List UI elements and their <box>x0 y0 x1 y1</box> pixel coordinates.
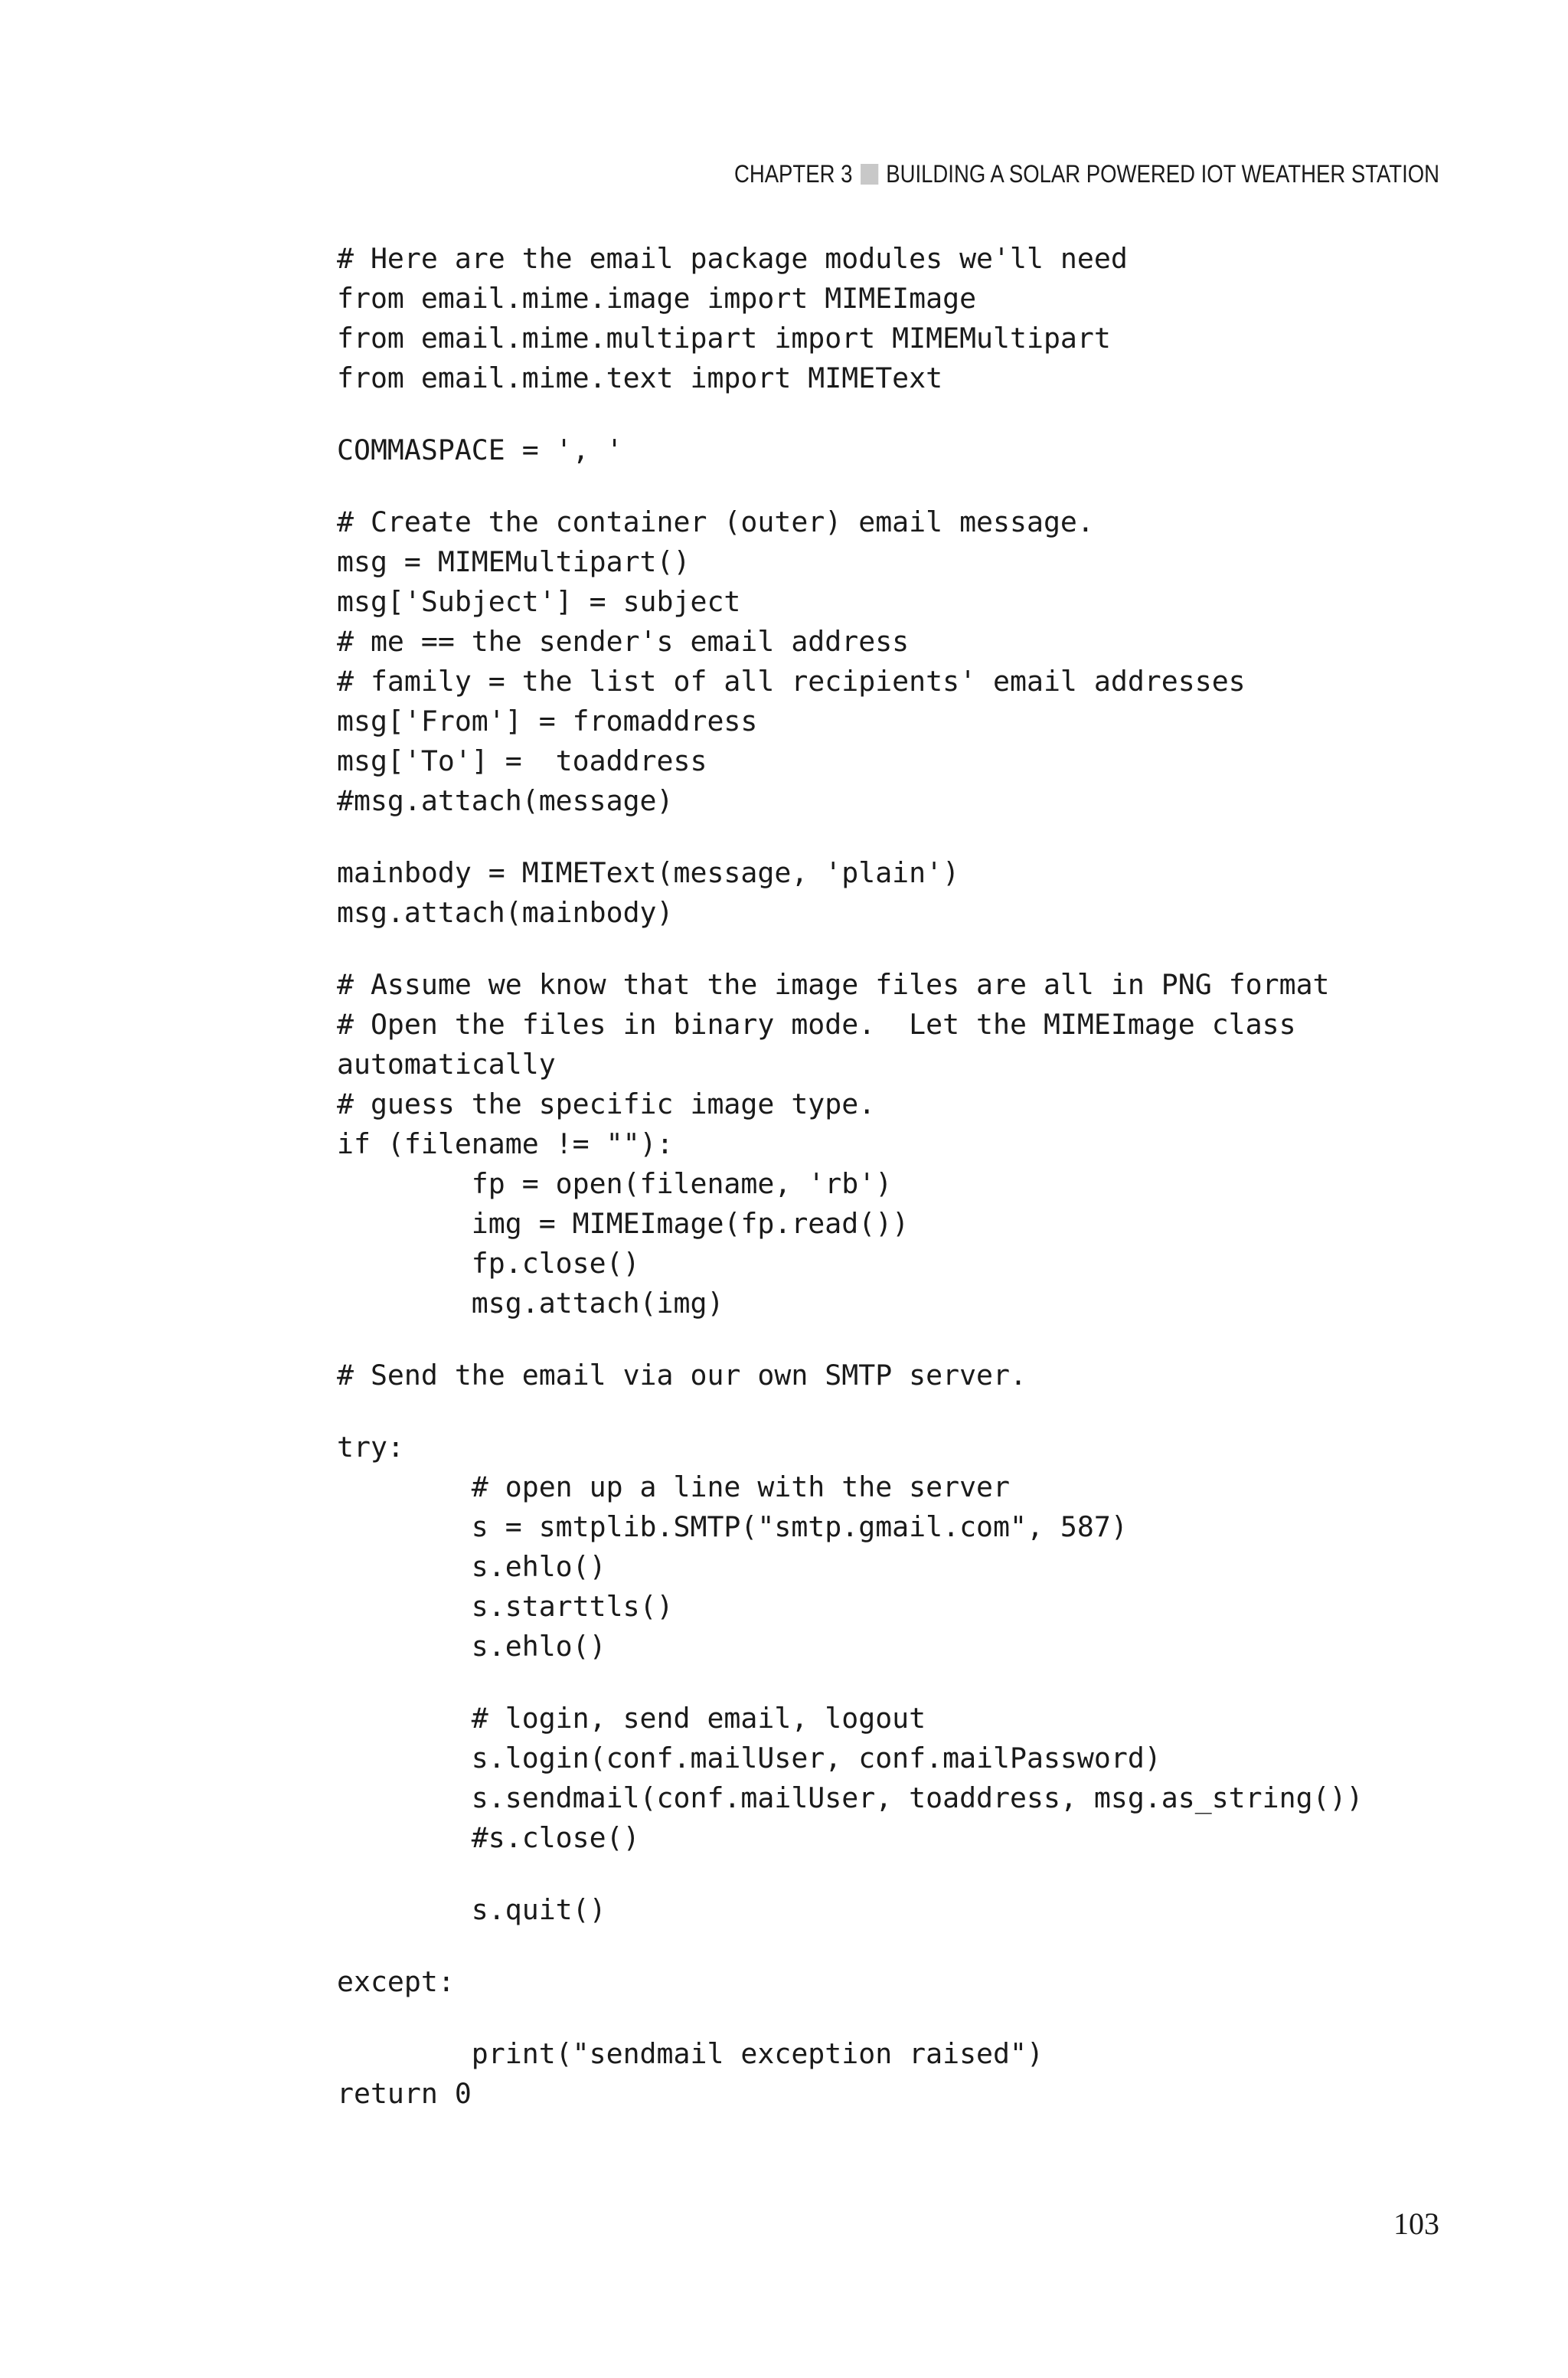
code-line: img = MIMEImage(fp.read()) <box>337 1207 910 1240</box>
code-line: fp = open(filename, 'rb') <box>337 1167 893 1200</box>
code-line: # family = the list of all recipients' email addresses <box>337 665 1246 698</box>
square-separator-icon <box>861 164 878 185</box>
code-line: # Assume we know that the image files are all in PNG format <box>337 968 1330 1001</box>
code-line: s.ehlo() <box>337 1630 606 1663</box>
code-line: s.quit() <box>337 1893 606 1926</box>
code-line: msg['Subject'] = subject <box>337 585 741 618</box>
code-line: try: <box>337 1431 404 1464</box>
page-number: 103 <box>1393 2206 1439 2241</box>
code-line: # open up a line with the server <box>337 1470 1010 1503</box>
code-line: from email.mime.text import MIMEText <box>337 361 943 394</box>
code-line: mainbody = MIMEText(message, 'plain') <box>337 856 960 889</box>
code-line: #msg.attach(message) <box>337 784 674 817</box>
code-line: # Open the files in binary mode. Let the MIMEImage class <box>337 1008 1296 1041</box>
code-line: print("sendmail exception raised") <box>337 2037 1044 2070</box>
code-line: s.sendmail(conf.mailUser, toaddress, msg.as_string()) <box>337 1781 1364 1814</box>
code-line: # Here are the email package modules we'll need <box>337 242 1128 275</box>
chapter-title: BUILDING A SOLAR POWERED IOT WEATHER STATION <box>886 159 1439 188</box>
code-line: # login, send email, logout <box>337 1702 926 1735</box>
code-line: msg = MIMEMultipart() <box>337 545 691 578</box>
code-line: # guess the specific image type. <box>337 1088 876 1120</box>
code-line: fp.close() <box>337 1247 640 1280</box>
code-line: if (filename != ""): <box>337 1127 674 1160</box>
code-line: # me == the sender's email address <box>337 625 910 658</box>
code-listing <box>337 239 1485 2114</box>
code-line: from email.mime.image import MIMEImage <box>337 282 977 315</box>
code-line: return 0 <box>337 2077 472 2110</box>
chapter-label: CHAPTER 3 <box>733 159 853 188</box>
code-line: msg['To'] = toaddress <box>337 744 707 777</box>
code-line: except: <box>337 1965 455 1998</box>
code-line: # Create the container (outer) email message. <box>337 505 1094 538</box>
code-line: s.starttls() <box>337 1590 674 1623</box>
code-line: s = smtplib.SMTP("smtp.gmail.com", 587) <box>337 1510 1128 1543</box>
code-line: msg.attach(mainbody) <box>337 896 674 929</box>
code-line: s.ehlo() <box>337 1550 606 1583</box>
code-line: msg['From'] = fromaddress <box>337 705 758 738</box>
code-line: #s.close() <box>337 1821 640 1854</box>
code-line: # Send the email via our own SMTP server. <box>337 1359 1027 1392</box>
running-head <box>734 156 1439 191</box>
code-line: COMMASPACE = ', ' <box>337 433 623 466</box>
code-line: from email.mime.multipart import MIMEMultipart <box>337 322 1111 355</box>
code-line: msg.attach(img) <box>337 1287 724 1320</box>
code-line: s.login(conf.mailUser, conf.mailPassword) <box>337 1742 1161 1775</box>
code-line: automatically <box>337 1048 556 1081</box>
